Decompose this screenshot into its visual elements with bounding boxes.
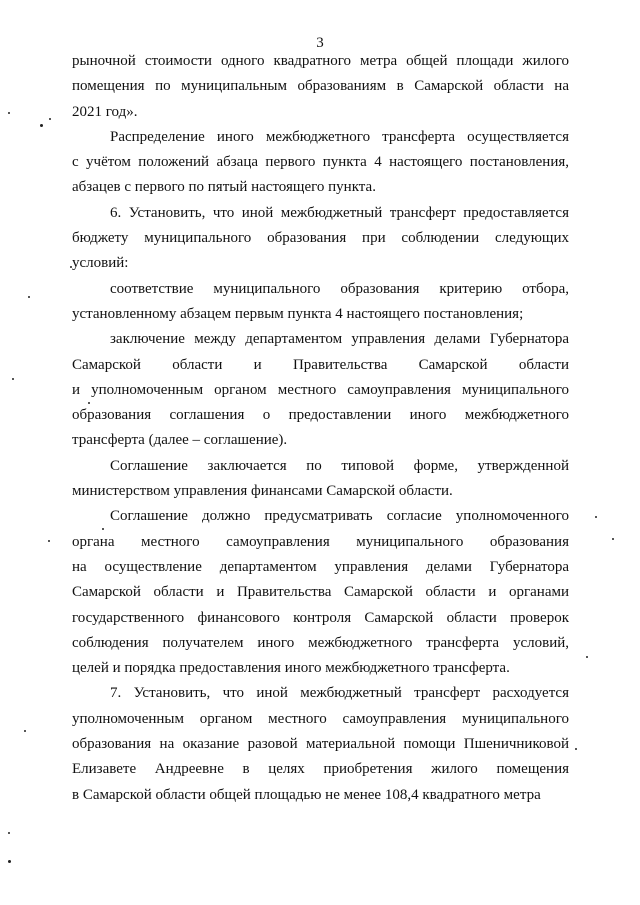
text-line: уполномоченным органом местного самоуправления муниципального [72,710,569,727]
text-line: заключение между департаментом управления делами Губернатора [110,331,569,348]
text-line: 7. Установить, что иной межбюджетный трансферт расходуется [110,685,569,702]
text-line: установленному абзацем первым пункта 4 настоящего постановления; [72,305,524,322]
text-line: образования соглашения о предоставлении иного межбюджетного [72,407,569,424]
scan-speck [595,516,597,518]
text-line: и уполномоченным органом местного самоуправления муниципального [72,381,569,398]
text-line: на осуществление департаментом управления делами Губернатора [72,558,569,575]
text-line: целей и порядка предоставления иного межбюджетного трансферта. [72,660,510,677]
scan-speck [28,296,30,298]
scan-speck [586,656,588,658]
text-line: Распределение иного межбюджетного трансферта осуществляется [110,128,569,145]
text-line: соблюдения получателем иного межбюджетного трансферта условий, [72,634,569,651]
scan-speck [40,124,43,127]
scan-speck [8,832,10,834]
text-line: государственного финансового контроля Самарской области проверок [72,609,569,626]
scan-speck [575,748,577,750]
text-line: Соглашение заключается по типовой форме, утвержденной [110,457,569,474]
scan-speck [48,540,50,542]
text-line: 6. Установить, что иной межбюджетный трансферт предоставляется [110,204,569,221]
text-line: органа местного самоуправления муниципального образования [72,533,569,550]
text-line: Елизавете Андреевне в целях приобретения жилого помещения [72,761,569,778]
text-line: министерством управления финансами Самарской области. [72,483,453,500]
scan-speck [102,528,104,530]
text-line: в Самарской области общей площадью не менее 108,4 квадратного метра [72,786,541,803]
scan-speck [8,112,10,114]
document-body [72,49,569,808]
text-line: Самарской области и Правительства Самарской области и органами [72,584,569,601]
text-line: помещения по муниципальным образованиям в Самарской области на [72,78,569,95]
text-line: соответствие муниципального образования критерию отбора, [110,280,569,297]
scan-speck [88,402,90,404]
scan-speck [12,378,14,380]
scan-speck [49,118,51,120]
text-line: рыночной стоимости одного квадратного метра общей площади жилого [72,53,569,69]
scan-speck [612,538,614,540]
text-line: абзацев с первого по пятый настоящего пункта. [72,179,376,196]
scan-speck [8,860,11,863]
text-line: Самарской области и Правительства Самарской области [72,356,569,373]
scan-speck [70,266,72,268]
text-line: трансферта (далее – соглашение). [72,432,288,449]
page-number: 3 [316,35,324,51]
text-line: условий: [72,255,129,272]
text-line: бюджету муниципального образования при соблюдении следующих [72,230,569,247]
text-line: 2021 год». [72,103,138,120]
text-line: образования на оказание разовой материальной помощи Пшеничниковой [72,736,569,753]
text-line: с учётом положений абзаца первого пункта 4 настоящего постановления, [72,154,569,171]
text-line: Соглашение должно предусматривать согласие уполномоченного [110,508,569,525]
scan-speck [24,730,26,732]
